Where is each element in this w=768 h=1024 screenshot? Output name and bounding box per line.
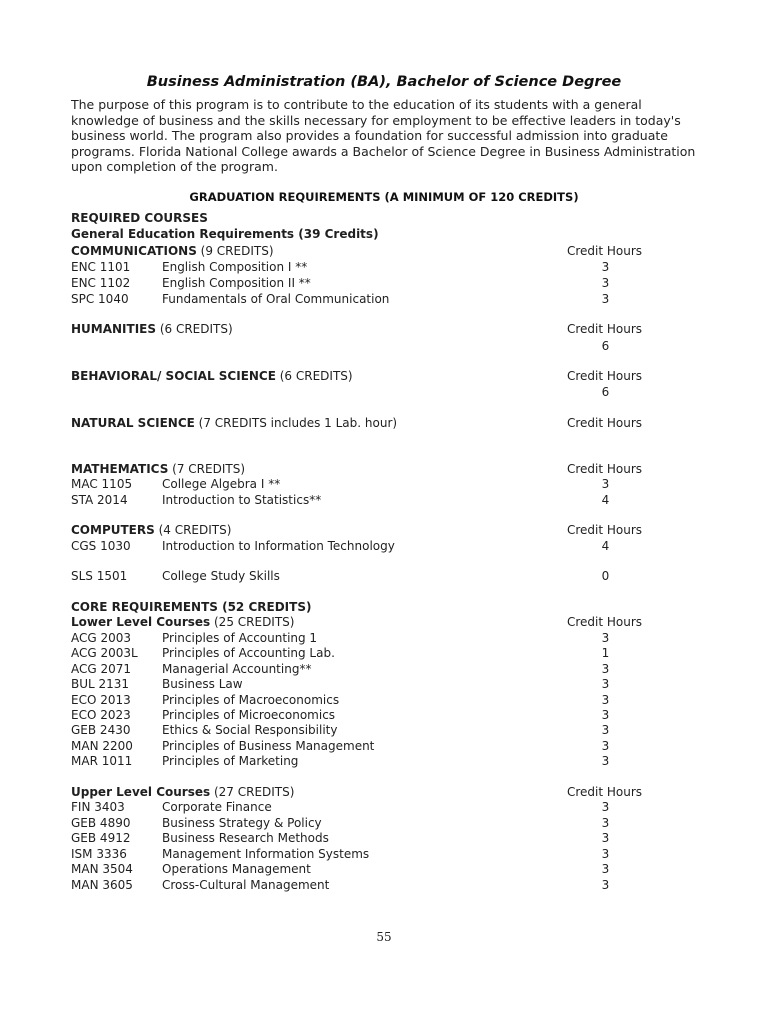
upper-level-header-row [71,785,671,800]
credit-hours-label: Credit Hours [567,322,643,336]
course-name: Principles of Marketing [162,754,299,768]
course-name: Operations Management [162,862,311,876]
course-row [71,646,671,661]
course-row [71,276,671,291]
natural-science-title: NATURAL SCIENCE [71,416,195,430]
course-code: ACG 2003L [71,646,138,660]
course-row [71,677,671,692]
behavioral-total-row [71,385,671,400]
course-credit: 1 [601,646,610,660]
course-name: Introduction to Information Technology [162,539,395,553]
course-credit: 3 [601,292,610,306]
humanities-total: 6 [601,339,610,353]
humanities-title: HUMANITIES [71,322,157,336]
course-credit: 3 [601,477,610,491]
computers-title: COMPUTERS [71,523,155,537]
course-code: MAC 1105 [71,477,133,491]
mathematics-title: MATHEMATICS [71,462,169,476]
course-row [71,878,671,893]
course-name: Principles of Accounting 1 [162,631,318,645]
course-name: Principles of Macroeconomics [162,693,340,707]
course-name: Ethics & Social Responsibility [162,723,338,737]
course-row [71,631,671,646]
course-credit: 3 [601,723,610,737]
course-row [71,708,671,723]
behavioral-total: 6 [601,385,610,399]
core-requirements-heading: CORE REQUIREMENTS (52 CREDITS) [71,600,312,614]
course-credit: 3 [601,800,610,814]
course-code: ECO 2023 [71,708,131,722]
communications-credits: (9 CREDITS) [196,244,274,258]
course-credit: 3 [601,276,610,290]
course-credit: 4 [601,539,610,553]
course-credit: 3 [601,754,610,768]
course-row [71,800,671,815]
course-credit: 3 [601,662,610,676]
course-code: SPC 1040 [71,292,129,306]
page-title: Business Administration (BA), Bachelor of Science Degree [146,74,622,90]
course-credit: 3 [601,831,610,845]
course-name: Business Research Methods [162,831,329,845]
course-row [71,569,671,584]
humanities-total-row [71,339,671,354]
course-name: Principles of Business Management [162,739,375,753]
course-credit: 0 [601,569,610,583]
course-name: Managerial Accounting** [162,662,312,676]
course-name: Corporate Finance [162,800,272,814]
required-courses-heading: REQUIRED COURSES [71,211,208,225]
course-row [71,693,671,708]
course-code: GEB 4912 [71,831,131,845]
credit-hours-label: Credit Hours [567,369,643,383]
intro-paragraph: The purpose of this program is to contribute to the education of its students with a general knowledge of business and the skills necessary for employment to be effective leaders in today's business world. The program also provides a foundation for successful admission into graduate programs. Florida National College awards a Bachelor of Science Degree in Business Administration upon completion of the program. [71,97,696,174]
course-credit: 3 [601,847,610,861]
course-code: ENC 1101 [71,260,131,274]
course-name: College Study Skills [162,569,280,583]
course-row [71,662,671,677]
course-row [71,477,671,492]
credit-hours-label: Credit Hours [567,615,643,629]
course-name: Cross-Cultural Management [162,878,330,892]
mathematics-header-row [71,462,671,477]
lower-level-header-row [71,615,671,630]
course-credit: 3 [601,677,610,691]
course-row [71,816,671,831]
course-code: MAR 1011 [71,754,133,768]
course-credit: 3 [601,878,610,892]
course-row [71,739,671,754]
course-name: Fundamentals of Oral Communication [162,292,390,306]
course-code: MAN 3605 [71,878,133,892]
course-credit: 4 [601,493,610,507]
course-code: GEB 4890 [71,816,131,830]
lower-level-title: Lower Level Courses [71,615,211,629]
course-name: Introduction to Statistics** [162,493,322,507]
course-code: BUL 2131 [71,677,130,691]
course-name: Business Strategy & Policy [162,816,322,830]
course-code: ACG 2003 [71,631,132,645]
upper-level-title: Upper Level Courses [71,785,211,799]
upper-level-credits: (27 CREDITS) [210,785,295,799]
computers-credits: (4 CREDITS) [154,523,232,537]
natural-science-header-row [71,416,671,431]
gen-ed-heading: General Education Requirements (39 Credits) [71,227,379,241]
course-credit: 3 [601,260,610,274]
behavioral-credits: (6 CREDITS) [275,369,353,383]
behavioral-title: BEHAVIORAL/ SOCIAL SCIENCE [71,369,276,383]
credit-hours-label: Credit Hours [567,416,643,430]
course-code: SLS 1501 [71,569,128,583]
course-code: MAN 3504 [71,862,133,876]
communications-header-row [71,244,671,259]
course-code: CGS 1030 [71,539,131,553]
mathematics-credits: (7 CREDITS) [168,462,245,476]
communications-title: COMMUNICATIONS [71,244,197,258]
course-row [71,754,671,769]
credit-hours-label: Credit Hours [567,462,643,476]
course-row [71,831,671,846]
course-code: ISM 3336 [71,847,127,861]
course-name: Business Law [162,677,243,691]
graduation-requirements-heading: GRADUATION REQUIREMENTS (A MINIMUM OF 120 CREDITS) [189,190,579,204]
course-name: Principles of Microeconomics [162,708,336,722]
course-code: GEB 2430 [71,723,131,737]
course-credit: 3 [601,631,610,645]
computers-header-row [71,523,671,538]
course-name: Principles of Accounting Lab. [162,646,335,660]
credit-hours-label: Credit Hours [567,785,643,799]
credit-hours-label: Credit Hours [567,523,643,537]
course-row [71,539,671,554]
course-row [71,862,671,877]
lower-level-credits: (25 CREDITS) [210,615,295,629]
humanities-header-row [71,322,671,337]
page-number: 55 [376,930,392,944]
course-name: College Algebra I ** [162,477,281,491]
course-name: Management Information Systems [162,847,370,861]
course-name: English Composition II ** [162,276,311,290]
course-credit: 3 [601,862,610,876]
course-row [71,847,671,862]
humanities-credits: (6 CREDITS) [156,322,233,336]
course-code: MAN 2200 [71,739,133,753]
credit-hours-label: Credit Hours [567,244,643,258]
behavioral-header-row [71,369,671,384]
course-code: FIN 3403 [71,800,125,814]
natural-science-credits: (7 CREDITS includes 1 Lab. hour) [194,416,398,430]
course-name: English Composition I ** [162,260,308,274]
course-credit: 3 [601,693,610,707]
course-row [71,260,671,275]
course-code: ENC 1102 [71,276,131,290]
course-credit: 3 [601,739,610,753]
course-row [71,723,671,738]
course-code: STA 2014 [71,493,128,507]
course-code: ACG 2071 [71,662,132,676]
course-row [71,292,671,307]
course-row [71,493,671,508]
course-code: ECO 2013 [71,693,131,707]
course-credit: 3 [601,708,610,722]
course-credit: 3 [601,816,610,830]
